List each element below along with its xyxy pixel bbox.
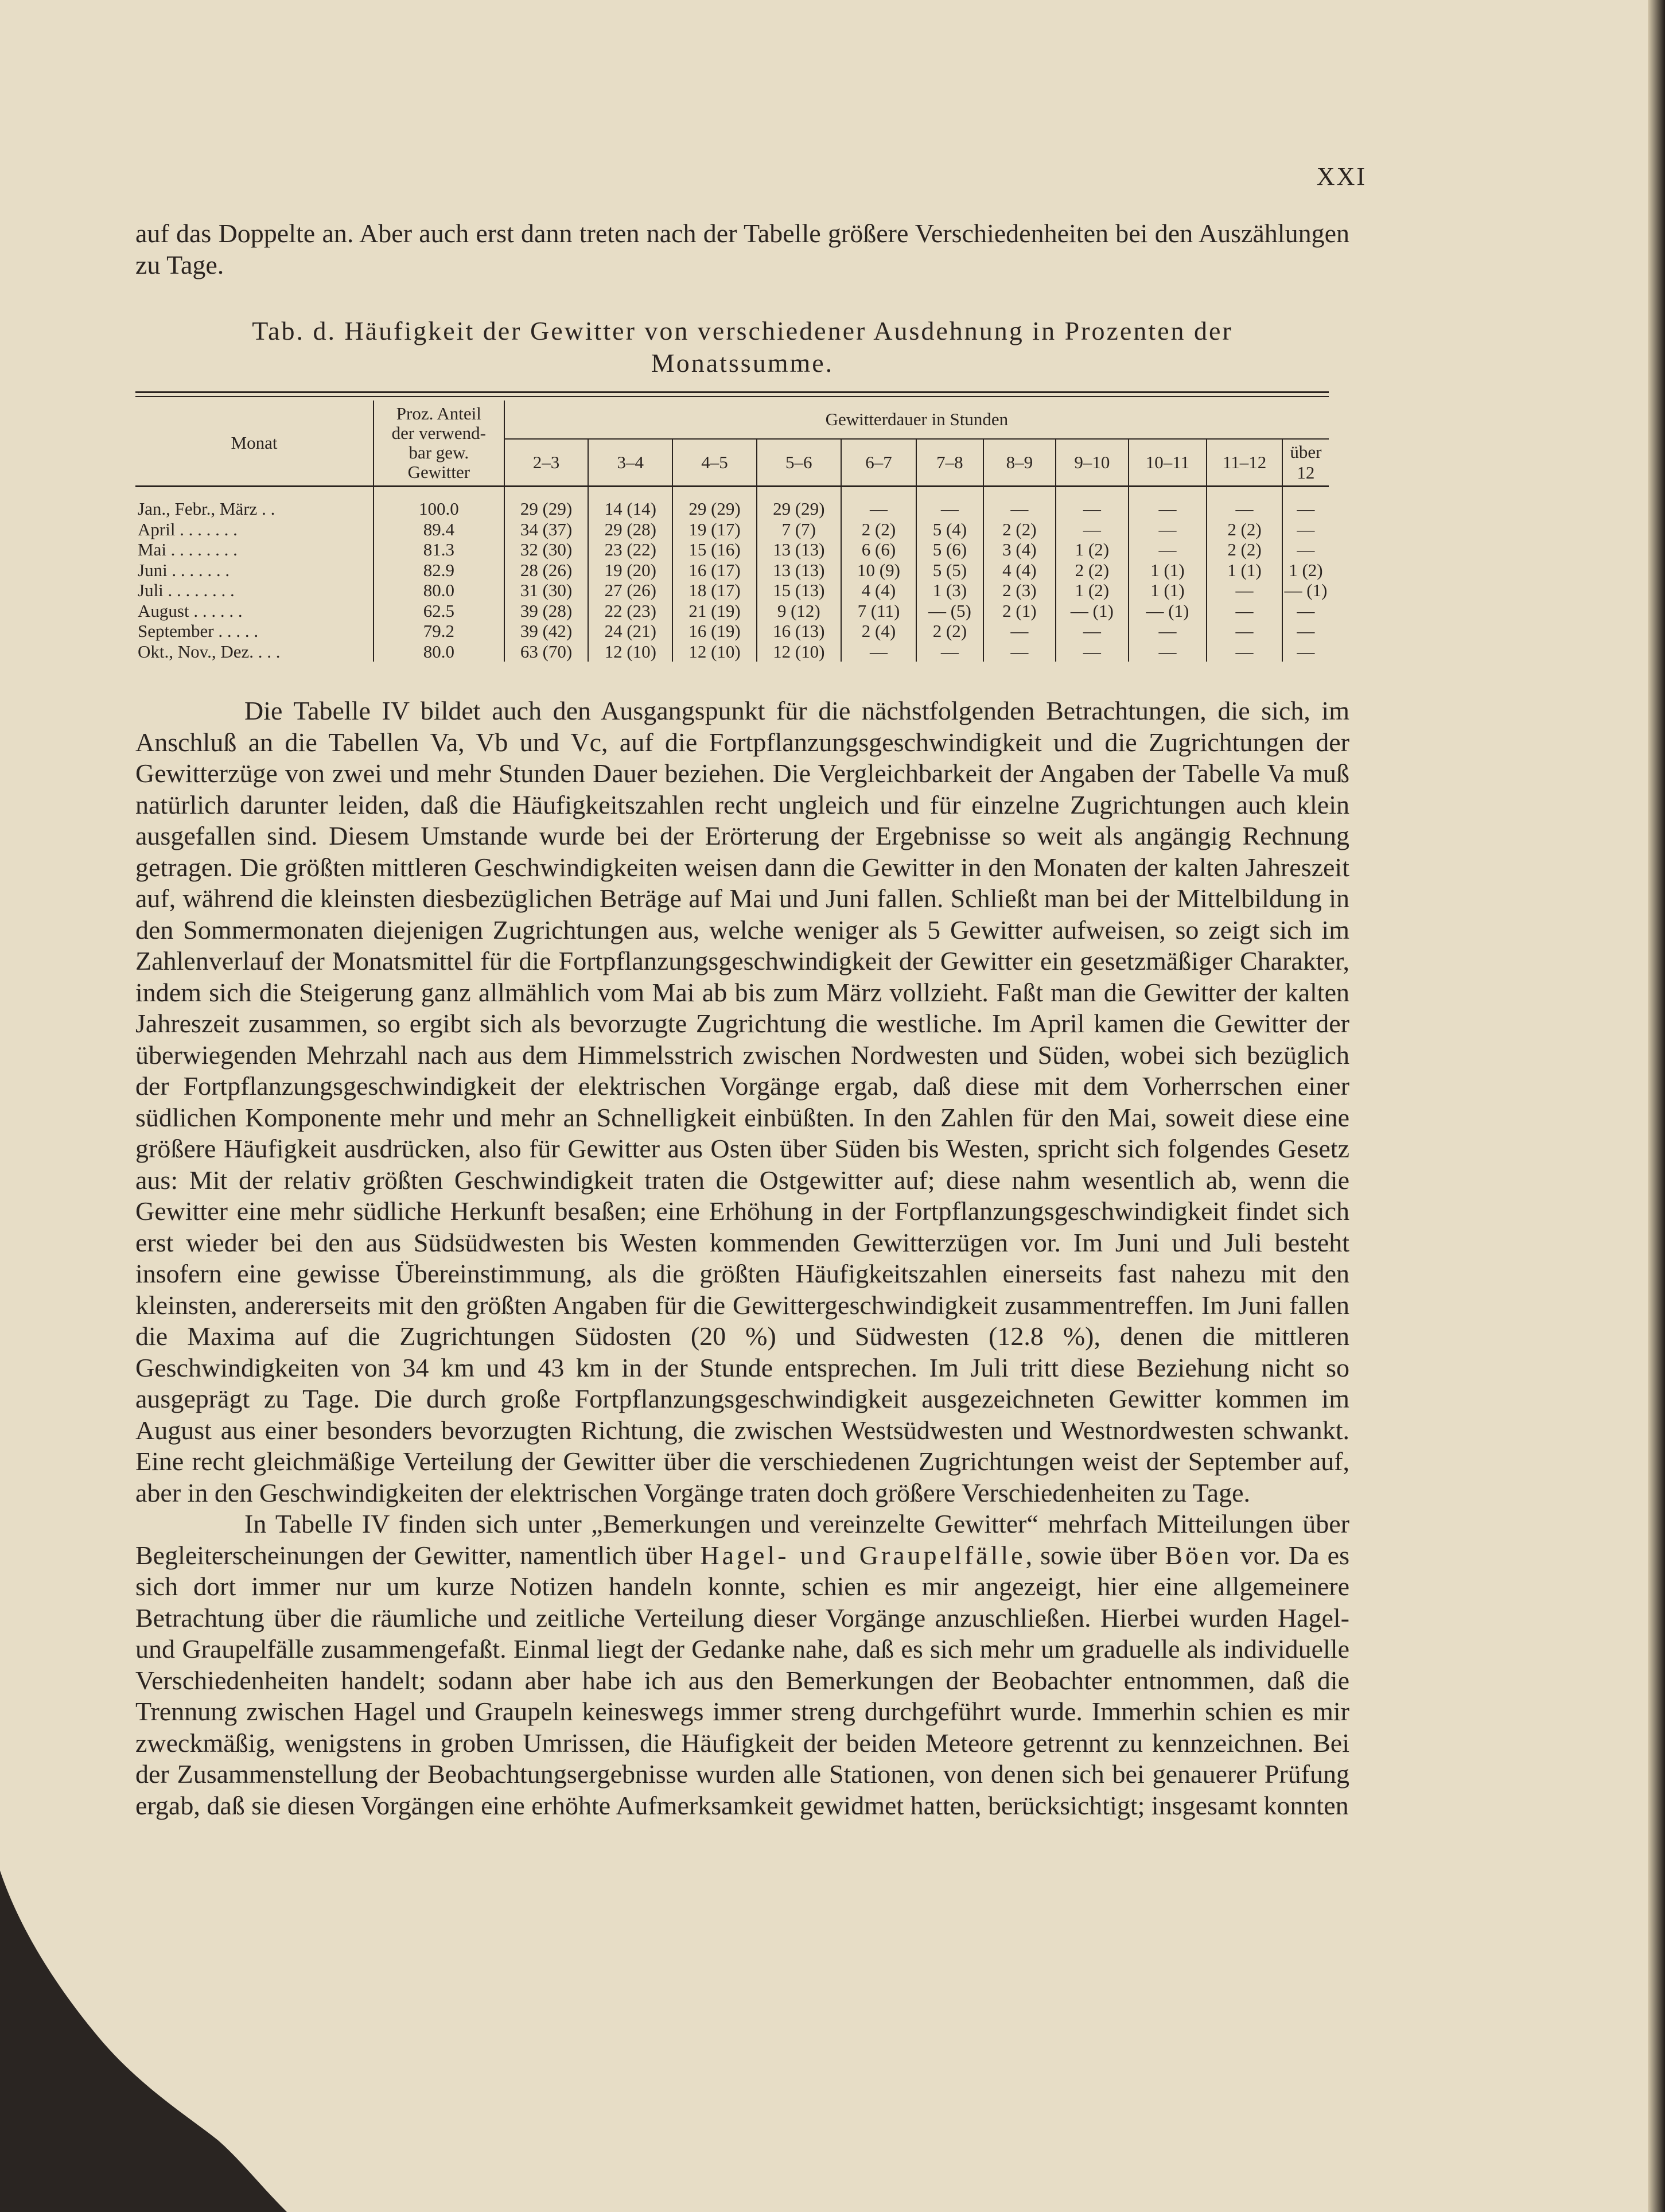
row-duration-value: — xyxy=(1129,642,1207,662)
row-duration-value: — xyxy=(1129,539,1207,560)
column-header-duration-11: über 12 xyxy=(1282,439,1329,487)
column-header-duration-3: 4–5 xyxy=(672,439,757,487)
row-share-value: 82.9 xyxy=(374,560,504,581)
table-top-rule xyxy=(135,391,1329,393)
row-duration-value: 15 (16) xyxy=(672,539,757,560)
body-text xyxy=(135,695,1349,1821)
row-share-value: 89.4 xyxy=(374,519,504,540)
row-duration-value: 31 (30) xyxy=(504,580,589,601)
row-duration-value: 28 (26) xyxy=(504,560,589,581)
row-duration-value: — (1) xyxy=(1129,601,1207,621)
row-duration-value: 22 (23) xyxy=(588,601,672,621)
share-header-line-1: Proz. Anteil xyxy=(396,403,481,423)
paragraph-2 xyxy=(135,1509,1349,1821)
row-duration-value: 19 (20) xyxy=(588,560,672,581)
row-duration-value: 12 (10) xyxy=(588,642,672,662)
paragraph-2-part-5: vor. Da es sich dort immer nur um kurze Notizen handeln konnte, schien es mir angezeigt, hier eine allgemeinere Betrachtung über die räumliche und zeitliche Verteilung dieser Vorgänge anzuschließen. Hierbei wurden Hagel- und Graupelfälle zusammengefaßt. Einmal liegt der Gedanke nahe, daß es sich mehr um graduelle als individuelle Verschiedenheiten handelt; sodann aber habe ich aus den Bemerkungen der Beobachter entnommen, daß die Trennung zwischen Hagel und Graupeln keineswegs immer streng durchgeführt wurde. Immerhin schien es mir zweckmäßig, wenigstens in groben Umrissen, die Häufigkeit der beiden Meteore getrennt zu kennzeichnen. Bei der Zusammenstellung der Beobachtungsergebnisse wurden alle Stationen, von denen sich bei genauerer Prüfung ergab, daß sie diesen Vorgängen eine erhöhte Aufmerksamkeit gewidmet hatten, berücksichtigt; insgesamt konnten xyxy=(135,1540,1349,1820)
row-duration-value: — xyxy=(1056,519,1129,540)
row-duration-value: 29 (29) xyxy=(504,499,589,519)
row-duration-value: — (1) xyxy=(1282,580,1329,601)
column-header-duration: Gewitterdauer in Stunden xyxy=(504,401,1329,439)
row-duration-value: 7 (11) xyxy=(841,601,917,621)
row-duration-value: 16 (13) xyxy=(757,621,841,642)
row-duration-value: 39 (42) xyxy=(504,621,589,642)
column-header-duration-6: 7–8 xyxy=(916,439,983,487)
row-duration-value: 2 (2) xyxy=(1207,519,1282,540)
row-month-label: September . . . . . xyxy=(138,621,259,641)
row-duration-value: — xyxy=(1207,499,1282,519)
row-duration-value: — xyxy=(1282,519,1329,540)
row-duration-value: 2 (2) xyxy=(1056,560,1129,581)
row-duration-value: — xyxy=(1207,621,1282,642)
row-duration-value: — xyxy=(1056,642,1129,662)
torn-page-corner xyxy=(0,1871,287,2212)
row-duration-value: — xyxy=(1056,621,1129,642)
row-duration-value: 6 (6) xyxy=(841,539,917,560)
row-duration-value: — xyxy=(1056,499,1129,519)
row-duration-value: 34 (37) xyxy=(504,519,589,540)
row-month-label: Okt., Nov., Dez. . . . xyxy=(138,641,281,662)
row-duration-value: 1 (2) xyxy=(1282,560,1329,581)
row-duration-value: 21 (19) xyxy=(672,601,757,621)
row-duration-value: 12 (10) xyxy=(757,642,841,662)
row-duration-value: 16 (17) xyxy=(672,560,757,581)
row-duration-value: 19 (17) xyxy=(672,519,757,540)
paragraph-2-part-3: , sowie über xyxy=(1025,1540,1165,1570)
column-header-duration-4: 5–6 xyxy=(757,439,841,487)
table-caption-line-1: Tab. d. Häufigkeit der Gewitter von verschiedener Ausdehnung in Prozenten der xyxy=(252,316,1233,345)
row-duration-value: 10 (9) xyxy=(841,560,917,581)
row-duration-value: — xyxy=(1207,642,1282,662)
row-duration-value: 2 (1) xyxy=(983,601,1056,621)
row-duration-value: — xyxy=(1282,539,1329,560)
row-share-value: 79.2 xyxy=(374,621,504,642)
row-duration-value: 4 (4) xyxy=(983,560,1056,581)
row-duration-value: 2 (2) xyxy=(916,621,983,642)
column-header-share xyxy=(374,401,504,487)
column-header-duration-1: 2–3 xyxy=(504,439,589,487)
row-duration-value: — xyxy=(916,642,983,662)
row-duration-value: 7 (7) xyxy=(757,519,841,540)
column-header-duration-9: 10–11 xyxy=(1129,439,1207,487)
row-duration-value: 29 (28) xyxy=(588,519,672,540)
paragraph-2-emphasis-gusts: Böen xyxy=(1165,1540,1232,1570)
row-duration-value: 2 (2) xyxy=(983,519,1056,540)
paragraph-2-part-1: In Tabelle IV finden sich unter „Bemerkungen und vereinzelte Gewitter“ mehrfach Mitteilungen über Begleiterscheinungen der Gewitter, namentlich über xyxy=(135,1509,1349,1570)
row-duration-value: — xyxy=(1282,621,1329,642)
row-duration-value: 39 (28) xyxy=(504,601,589,621)
row-duration-value: 2 (2) xyxy=(841,519,917,540)
row-share-value: 80.0 xyxy=(374,642,504,662)
row-duration-value: 24 (21) xyxy=(588,621,672,642)
table-caption xyxy=(135,315,1349,379)
row-duration-value: — xyxy=(841,642,917,662)
table-row xyxy=(135,499,1329,519)
row-duration-value: 1 (2) xyxy=(1056,539,1129,560)
row-duration-value: 18 (17) xyxy=(672,580,757,601)
row-duration-value: — xyxy=(1129,519,1207,540)
thunderstorm-frequency-table xyxy=(135,401,1329,662)
row-share-value: 80.0 xyxy=(374,580,504,601)
row-duration-value: 32 (30) xyxy=(504,539,589,560)
row-duration-value: 5 (5) xyxy=(916,560,983,581)
row-duration-value: — (1) xyxy=(1056,601,1129,621)
table-caption-line-2: Monatssumme. xyxy=(651,348,834,378)
row-duration-value: 1 (1) xyxy=(1207,560,1282,581)
row-duration-value: — xyxy=(1282,642,1329,662)
row-duration-value: 1 (3) xyxy=(916,580,983,601)
row-month-label: Jan., Febr., März . . xyxy=(138,499,275,519)
share-header-line-4: Gewitter xyxy=(407,462,470,482)
row-month-label: August . . . . . . xyxy=(138,600,243,621)
row-duration-value: 13 (13) xyxy=(757,560,841,581)
row-duration-value: 16 (19) xyxy=(672,621,757,642)
row-share-value: 81.3 xyxy=(374,539,504,560)
row-duration-value: 4 (4) xyxy=(841,580,917,601)
column-header-duration-5: 6–7 xyxy=(841,439,917,487)
row-duration-value: 9 (12) xyxy=(757,601,841,621)
row-duration-value: — xyxy=(841,499,917,519)
row-month-label: Juli . . . . . . . . xyxy=(138,580,235,600)
column-header-duration-2: 3–4 xyxy=(588,439,672,487)
row-duration-value: 5 (6) xyxy=(916,539,983,560)
row-month-label: Juni . . . . . . . xyxy=(138,559,230,580)
row-duration-value: 29 (29) xyxy=(757,499,841,519)
table-row xyxy=(135,601,1329,621)
row-duration-value: 5 (4) xyxy=(916,519,983,540)
table-row xyxy=(135,560,1329,581)
row-duration-value: — xyxy=(983,499,1056,519)
table-row xyxy=(135,539,1329,560)
row-duration-value: 2 (2) xyxy=(1207,539,1282,560)
row-duration-value: 1 (1) xyxy=(1129,580,1207,601)
row-duration-value: — xyxy=(983,642,1056,662)
row-duration-value: 3 (4) xyxy=(983,539,1056,560)
row-duration-value: 23 (22) xyxy=(588,539,672,560)
table-row xyxy=(135,642,1329,662)
row-duration-value: — xyxy=(1207,601,1282,621)
column-header-month: Monat xyxy=(135,401,374,487)
row-duration-value: 13 (13) xyxy=(757,539,841,560)
row-duration-value: 29 (29) xyxy=(672,499,757,519)
table-top-rule-2 xyxy=(135,396,1329,397)
row-duration-value: — xyxy=(1129,499,1207,519)
row-share-value: 62.5 xyxy=(374,601,504,621)
row-duration-value: 1 (2) xyxy=(1056,580,1129,601)
row-duration-value: — xyxy=(1282,499,1329,519)
column-header-duration-7: 8–9 xyxy=(983,439,1056,487)
row-duration-value: — (5) xyxy=(916,601,983,621)
share-header-line-3: bar gew. xyxy=(409,442,469,462)
row-duration-value: 12 (10) xyxy=(672,642,757,662)
intro-text: auf das Doppelte an. Aber auch erst dann treten nach der Tabelle größere Verschiedenheiten bei den Auszählungen zu Tage. xyxy=(135,219,1349,279)
row-share-value: 100.0 xyxy=(374,499,504,519)
row-duration-value: — xyxy=(1282,601,1329,621)
row-month-label: Mai . . . . . . . . xyxy=(138,539,238,559)
row-duration-value: — xyxy=(1207,580,1282,601)
row-duration-value: — xyxy=(1129,621,1207,642)
row-month-label: April . . . . . . . xyxy=(138,519,238,539)
share-header-line-2: der verwend- xyxy=(391,423,486,443)
table-row xyxy=(135,519,1329,540)
row-duration-value: — xyxy=(983,621,1056,642)
row-duration-value: 63 (70) xyxy=(504,642,589,662)
row-duration-value: 2 (4) xyxy=(841,621,917,642)
table-row xyxy=(135,580,1329,601)
row-duration-value: — xyxy=(916,499,983,519)
page-number: XXI xyxy=(1316,162,1367,191)
paragraph-2-emphasis-hail: Hagel- und Graupelfälle xyxy=(700,1540,1026,1570)
row-duration-value: 2 (3) xyxy=(983,580,1056,601)
intro-paragraph xyxy=(135,218,1349,281)
paragraph-1: Die Tabelle IV bildet auch den Ausgangspunkt für die nächstfolgenden Betrachtungen, die sich, im Anschluß an die Tabellen Va, Vb und Vc, auf die Fortpflanzungsgeschwindigkeit und die Zugrichtungen der Gewitterzüge von zwei und mehr Stunden Dauer beziehen. Die Vergleichbarkeit der Angaben der Tabelle Va muß natürlich darunter leiden, daß die Häufigkeitszahlen recht ungleich und für einzelne Zugrichtungen auch klein ausgefallen sind. Diesem Umstande wurde bei der Erörterung der Ergebnisse so weit als angängig Rechnung getragen. Die größten mittleren Geschwindigkeiten weisen dann die Gewitter in den Monaten der kalten Jahreszeit auf, während die kleinsten diesbezüglichen Beträge auf Mai und Juni fallen. Schließt man bei der Mittelbildung in den Sommermonaten diejenigen Zugrichtungen aus, welche weniger als 5 Gewitter aufweisen, so zeigt sich im Zahlenverlauf der Monatsmittel für die Fortpflanzungsgeschwindigkeit der Gewitter ein gesetzmäßiger Charakter, indem sich die Steigerung ganz allmählich vom Mai ab bis zum März vollzieht. Faßt man die Gewitter der kalten Jahreszeit zusammen, so ergibt sich als bevorzugte Zugrichtung die westliche. Im April kamen die Gewitter der überwiegenden Mehrzahl nach aus dem Himmelsstrich zwischen Nordwesten und Süden, wobei sich bezüglich der Fortpflanzungsgeschwindigkeit der elektrischen Vorgänge ergab, daß diese mit dem Vorherrschen einer südlichen Komponente mehr und mehr an Schnelligkeit einbüßten. In den Zahlen für den Mai, soweit diese eine größere Häufigkeit ausdrücken, also für Gewitter aus Osten über Süden bis Westen, spricht sich folgendes Gesetz aus: Mit der relativ größten Geschwindigkeit traten die Ostgewitter auf; diese nahm wesentlich ab, wenn die Gewitter eine mehr südliche Herkunft besaßen; eine Erhöhung in der Fortpflanzungsgeschwindigkeit findet sich erst wieder bei den aus Südsüdwesten bis Westen kommenden Gewitterzügen vor. Im Juni und Juli besteht insofern eine gewisse Übereinstimmung, als die größten Häufigkeitszahlen einerseits fast nahezu mit den kleinsten, andererseits mit den größten Angaben für die Gewittergeschwindigkeit zusammentreffen. Im Juni fallen die Maxima auf die Zugrichtungen Südosten (20 %) und Südwesten (12.8 %), denen die mittleren Geschwindigkeiten von 34 km und 43 km in der Stunde entsprechen. Im Juli tritt diese Beziehung nicht so ausgeprägt zu Tage. Die durch große Fortpflanzungsgeschwindigkeit ausgezeichneten Gewitter kommen im August aus einer besonders bevorzugten Richtung, die zwischen Westsüdwesten und Westnordwesten schwankt. Eine recht gleichmäßige Verteilung der Gewitter über die verschiedenen Zugrichtungen weist der September auf, aber in den Geschwindigkeiten der elektrischen Vorgänge traten doch größere Verschiedenheiten zu Tage. xyxy=(135,696,1349,1507)
column-header-duration-10: 11–12 xyxy=(1207,439,1282,487)
row-duration-value: 27 (26) xyxy=(588,580,672,601)
table-body xyxy=(135,487,1329,662)
row-duration-value: 15 (13) xyxy=(757,580,841,601)
row-duration-value: 1 (1) xyxy=(1129,560,1207,581)
row-duration-value: 14 (14) xyxy=(588,499,672,519)
page-edge-shadow xyxy=(1648,0,1665,2212)
table-row xyxy=(135,621,1329,642)
column-header-duration-8: 9–10 xyxy=(1056,439,1129,487)
